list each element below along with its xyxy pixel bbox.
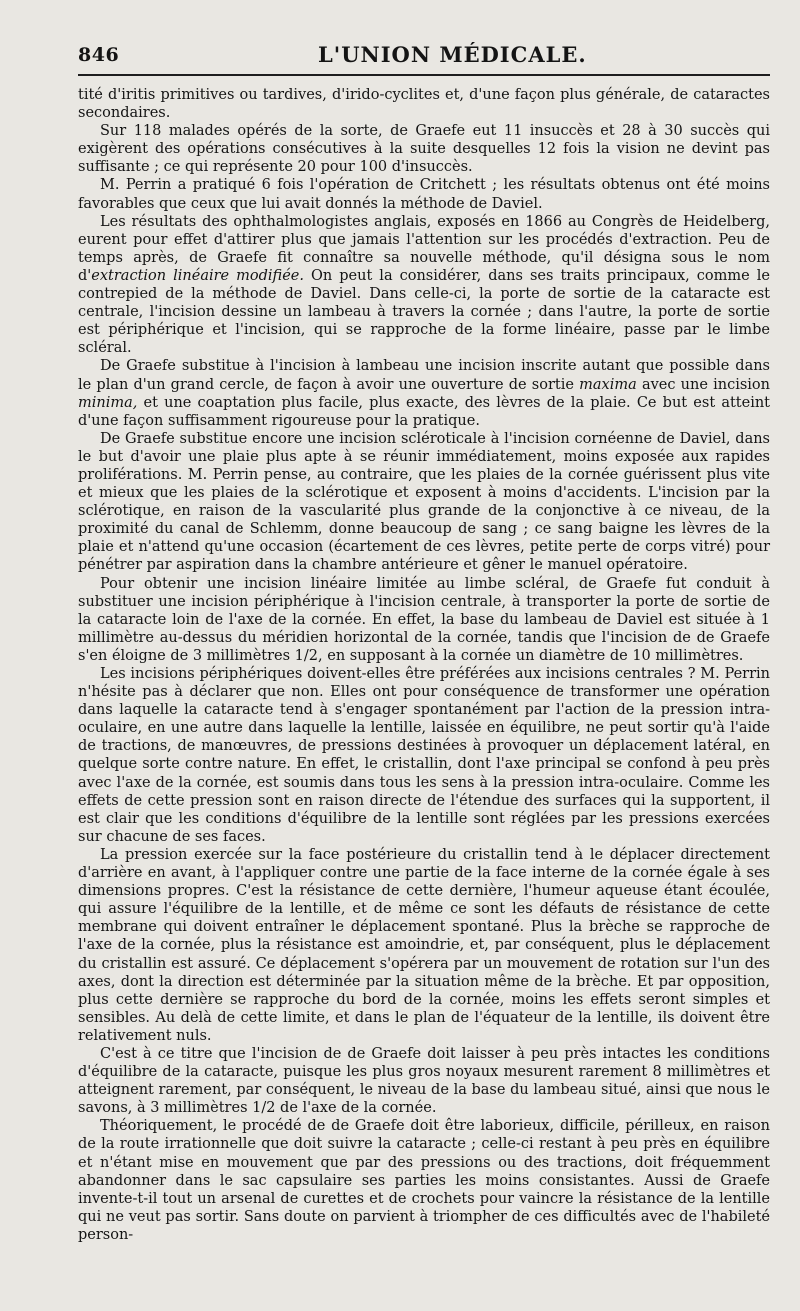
text-run: Sur 118 malades opérés de la sorte, de Graefe eut 11 insuccès et 28 à 30 succès qui exigèrent des opérations consécutives à la suite desquelles 12 fois la vision ne devint pas suffisante ; ce qui représente 20 pour 100 d'insuccès. <box>78 123 770 176</box>
text-run: C'est à ce titre que l'incision de de Graefe doit laisser à peu près intactes les conditions d'équilibre de la cataracte, puisque les plus gros noyaux mesurent rarement 8 millimètres et atteignent rarement, par conséquent, le niveau de la base du lambeau situé, ainsi que nous le savons, à 3 millimètres 1/2 de l'axe de la cornée. <box>78 1045 770 1117</box>
body-text <box>78 86 770 1244</box>
header-rule <box>78 74 770 76</box>
page-number: 846 <box>78 44 120 66</box>
paragraph <box>78 86 770 122</box>
paragraph <box>78 430 770 575</box>
paragraph <box>78 846 770 1045</box>
paragraph <box>78 665 770 846</box>
text-run: De Graefe substitue à l'incision à lambeau une incision inscrite autant que possible dans le plan d'un grand cercle, de façon à avoir une ouverture de sortie <box>78 358 770 393</box>
paragraph <box>78 1045 770 1117</box>
text-run: De Graefe substitue encore une incision scléroticale à l'incision cornéenne de Daviel, dans le but d'avoir une plaie plus apte à se réunir immédiatement, moins exposée aux rapides proliférations. M. Perrin pense, au contraire, que les plaies de la cornée guérissent plus vite et mieux que les plaies de la sclérotique et exposent à moins d'accidents. L'incision par la sclérotique, en raison de la vascularité plus grande de la conjonctive à ce niveau, de la proximité du canal de Schlemm, donne beaucoup de sang ; ce sang baigne les lèvres de la plaie et n'attend qu'une occasion (écartement de ces lèvres, petite perte de corps vitré) pour pénétrer par aspiration dans la chambre antérieure et gêner le manuel opératoire. <box>78 430 770 574</box>
paragraph <box>78 1117 770 1244</box>
paragraph <box>78 357 770 429</box>
italic-text: maxima <box>579 376 637 393</box>
paragraph <box>78 575 770 665</box>
page-header <box>78 40 770 74</box>
italic-text: extraction linéaire modifiée. <box>91 267 304 284</box>
text-run: Les incisions périphériques doivent-elles être préférées aux incisions centrales ? M. Perrin n'hésite pas à déclarer que non. Elles ont pour conséquence de transformer une opération dans laquelle la cataracte tend à s'engager spontanément par l'action de la pression intra-oculaire, en une autre dans laquelle la lentille, laissée en équilibre, ne peut sortir qu'à l'aide de tractions, de manœuvres, de pressions destinées à provoquer un déplacement latéral, en quelque sorte contre nature. En effet, le cristallin, dont l'axe principal se confond à peu près avec l'axe de la cornée, est soumis dans tous les sens à la pression intra-oculaire. Comme les effets de cette pression sont en raison directe de l'étendue des surfaces qui la supportent, il est clair que les conditions d'équilibre de la lentille sont réglées par les pressions exercées sur chacune de ses faces. <box>78 666 770 845</box>
text-run: tité d'iritis primitives ou tardives, d'irido-cyclites et, d'une façon plus générale, de cataractes secondaires. <box>78 87 770 122</box>
text-run: On peut la considérer, dans ses traits principaux, comme le contrepied de la méthode de Daviel. Dans celle-ci, la porte de sortie de la cataracte est centrale, l'incision dessine un lambeau à travers la cornée ; dans l'autre, la porte de sortie est périphérique et l'incision, qui se rapproche de la forme linéaire, passe par le limbe scléral. <box>78 267 770 357</box>
paragraph <box>78 176 770 212</box>
text-run: M. Perrin a pratiqué 6 fois l'opération de Critchett ; les résultats obtenus ont été moins favorables que ceux que lui avait donnés la méthode de Daviel. <box>78 177 770 212</box>
text-run: Théoriquement, le procédé de de Graefe doit être laborieux, difficile, périlleux, en raison de la route irrationnelle que doit suivre la cataracte ; celle-ci restant à peu près en équilibre et n'étant mise en mouvement que par des pressions ou des tractions, doit fréquemment abandonner dans le sac capsulaire ses parties les moins consistantes. Aussi de Graefe invente-t-il tout un arsenal de curettes et de crochets pour vaincre la résistance de la lentille qui ne veut pas sortir. Sans doute on parvient à triompher de ces difficultés avec de l'habileté person- <box>78 1118 770 1243</box>
text-run: Pour obtenir une incision linéaire limitée au limbe scléral, de Graefe fut conduit à substituer une incision périphérique à l'incision centrale, à transporter la porte de sortie de la cataracte loin de l'axe de la cornée. En effet, la base du lambeau de Daviel est située à 1 millimètre au-dessus du méridien horizontal de la cornée, tandis que l'incision de de Graefe s'en éloigne de 3 millimètres 1/2, en supposant à la cornée un diamètre de 10 millimètres. <box>78 575 770 664</box>
paragraph <box>78 122 770 176</box>
running-title: L'UNION MÉDICALE. <box>318 42 587 67</box>
text-run: avec une incision <box>636 376 770 393</box>
paragraph <box>78 213 770 358</box>
text-run: La pression exercée sur la face postérieure du cristallin tend à le déplacer directement d'arrière en avant, à l'appliquer contre une partie de la face interne de la cornée égale à ses dimensions propres. C'est la résistance de cette dernière, l'humeur aqueuse étant écoulée, qui assure l'équilibre de la lentille, et de même ce sont les défauts de résistance de cette membrane qui doivent entraîner le déplacement spontané. Plus la brèche se rapproche de l'axe de la cornée, plus la résistance est amoindrie, et, par conséquent, plus le déplacement du cristallin est assuré. Ce déplacement s'opérera par un mouvement de rotation sur l'un des axes, dont la direction est déterminée par la situation même de la brèche. Et par opposition, plus cette dernière se rapproche du bord de la cornée, moins les effets seront simples et sensibles. Au delà de cette limite, et dans le plan de l'équateur de la lentille, ils doivent être relativement nuls. <box>78 846 770 1044</box>
text-run: et une coaptation plus facile, plus exacte, des lèvres de la plaie. Ce but est atteint d'une façon suffisamment rigoureuse pour la pratique. <box>78 394 770 429</box>
italic-text: minima, <box>78 394 138 411</box>
text-run: Les résultats des ophthalmologistes anglais, exposés en 1866 au Congrès de Heidelberg, eurent pour effet d'attirer plus que jamais l'attention sur les procédés d'extraction. Peu de temps après, de Graefe fit connaître sa nouvelle méthode, qu'il désigna sous le nom d' <box>78 213 770 284</box>
